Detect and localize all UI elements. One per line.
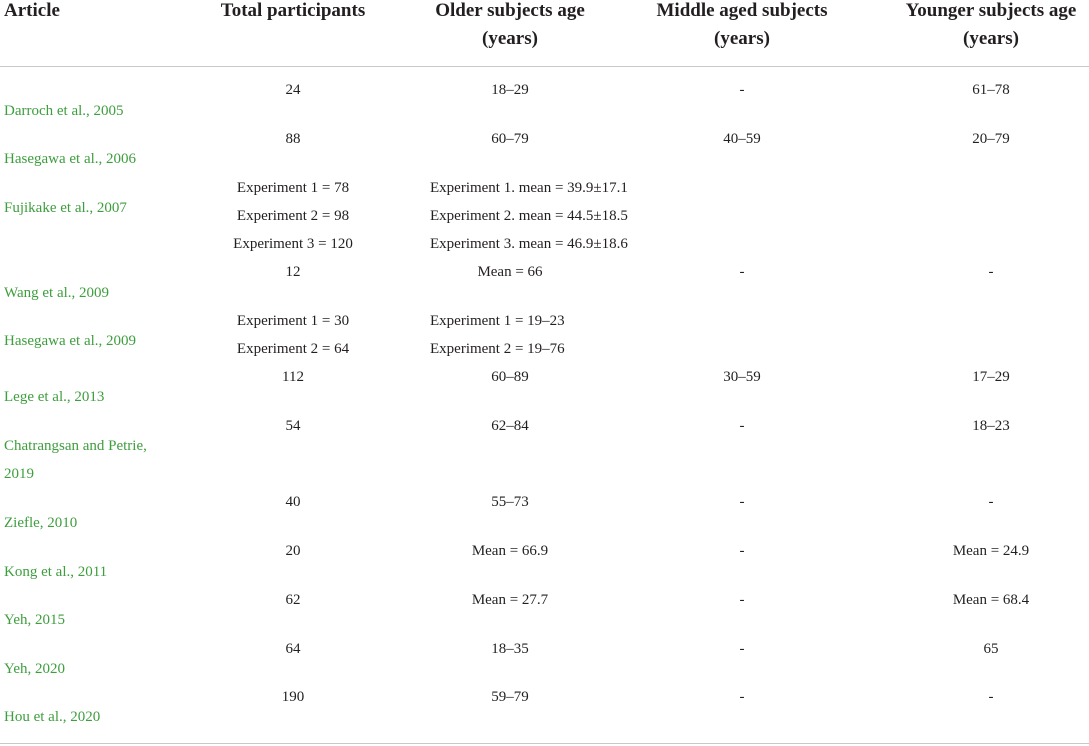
header-middle-age-line1: Middle aged subjects [656, 0, 828, 21]
middle-cell: - [739, 494, 745, 510]
younger-cell: - [988, 494, 994, 510]
article-link[interactable]: Yeh, 2015 [4, 612, 65, 628]
article-link[interactable]: 2019 [4, 466, 34, 482]
article-link[interactable]: Fujikake et al., 2007 [4, 200, 127, 216]
younger-cell: - [988, 689, 994, 705]
article-link[interactable]: Hou et al., 2020 [4, 709, 101, 725]
younger-cell: 20–79 [972, 131, 1010, 147]
older-cell: Experiment 1. mean = 39.9±17.1 [430, 180, 628, 196]
article-link[interactable]: Yeh, 2020 [4, 661, 65, 677]
total-cell: 88 [285, 131, 301, 147]
older-cell: Experiment 2. mean = 44.5±18.5 [430, 208, 628, 224]
older-cell: 60–89 [491, 369, 529, 385]
younger-cell: 65 [983, 641, 999, 657]
header-article: Article [4, 0, 60, 21]
older-cell: 18–29 [491, 82, 529, 98]
younger-cell: 17–29 [972, 369, 1010, 385]
younger-cell: - [988, 264, 994, 280]
total-cell: 190 [281, 689, 305, 705]
total-cell: Experiment 1 = 78 [236, 180, 350, 196]
total-cell: 12 [285, 264, 301, 280]
younger-cell: 61–78 [972, 82, 1010, 98]
total-cell: Experiment 2 = 98 [236, 208, 350, 224]
older-cell: 18–35 [491, 641, 529, 657]
younger-cell: 18–23 [972, 418, 1010, 434]
older-cell: Experiment 2 = 19–76 [430, 341, 565, 357]
total-cell: 20 [285, 543, 301, 559]
header-younger-age [880, 0, 1089, 53]
younger-cell: Mean = 24.9 [952, 543, 1030, 559]
header-younger-age-line2: (years) [963, 28, 1019, 49]
article-link[interactable]: Lege et al., 2013 [4, 389, 105, 405]
total-cell: 24 [285, 82, 301, 98]
older-cell: Experiment 3. mean = 46.9±18.6 [430, 236, 628, 252]
article-link[interactable]: Darroch et al., 2005 [4, 103, 124, 119]
middle-cell: - [739, 641, 745, 657]
total-cell: 40 [285, 494, 301, 510]
older-cell: Mean = 27.7 [471, 592, 549, 608]
header-total-participants: Total participants [220, 0, 366, 21]
header-older-age-line1: Older subjects age [435, 0, 585, 21]
article-link[interactable]: Hasegawa et al., 2006 [4, 151, 137, 167]
middle-cell: - [739, 418, 745, 434]
older-cell: 60–79 [491, 131, 529, 147]
middle-cell: - [739, 592, 745, 608]
article-link[interactable]: Hasegawa et al., 2009 [4, 333, 137, 349]
total-cell: 54 [285, 418, 301, 434]
total-cell: Experiment 1 = 30 [236, 313, 350, 329]
older-cell: Mean = 66.9 [471, 543, 549, 559]
total-cell: 62 [285, 592, 301, 608]
total-cell: 112 [282, 369, 304, 385]
article-link[interactable]: Wang et al., 2009 [4, 285, 110, 301]
younger-cell: Mean = 68.4 [952, 592, 1030, 608]
older-cell: 59–79 [491, 689, 529, 705]
header-divider [0, 66, 1089, 67]
header-younger-age-line1: Younger subjects age [905, 0, 1077, 21]
middle-cell: - [739, 264, 745, 280]
middle-cell: 40–59 [723, 131, 761, 147]
article-link[interactable]: Chatrangsan and Petrie, [4, 438, 147, 454]
article-link[interactable]: Kong et al., 2011 [4, 564, 108, 580]
table-bottom-rule [0, 743, 1089, 744]
header-older-age-line2: (years) [482, 28, 538, 49]
older-cell: 55–73 [491, 494, 529, 510]
middle-cell: - [739, 543, 745, 559]
middle-cell: - [739, 689, 745, 705]
total-cell: Experiment 3 = 120 [233, 236, 353, 252]
older-cell: 62–84 [491, 418, 529, 434]
middle-cell: - [739, 82, 745, 98]
header-middle-age-line2: (years) [714, 28, 770, 49]
total-cell: 64 [285, 641, 301, 657]
header-middle-age [630, 0, 854, 53]
older-cell: Experiment 1 = 19–23 [430, 313, 565, 329]
header-older-age [395, 0, 625, 53]
middle-cell: 30–59 [723, 369, 761, 385]
total-cell: Experiment 2 = 64 [236, 341, 350, 357]
older-cell: Mean = 66 [477, 264, 543, 280]
article-link[interactable]: Ziefle, 2010 [4, 515, 78, 531]
